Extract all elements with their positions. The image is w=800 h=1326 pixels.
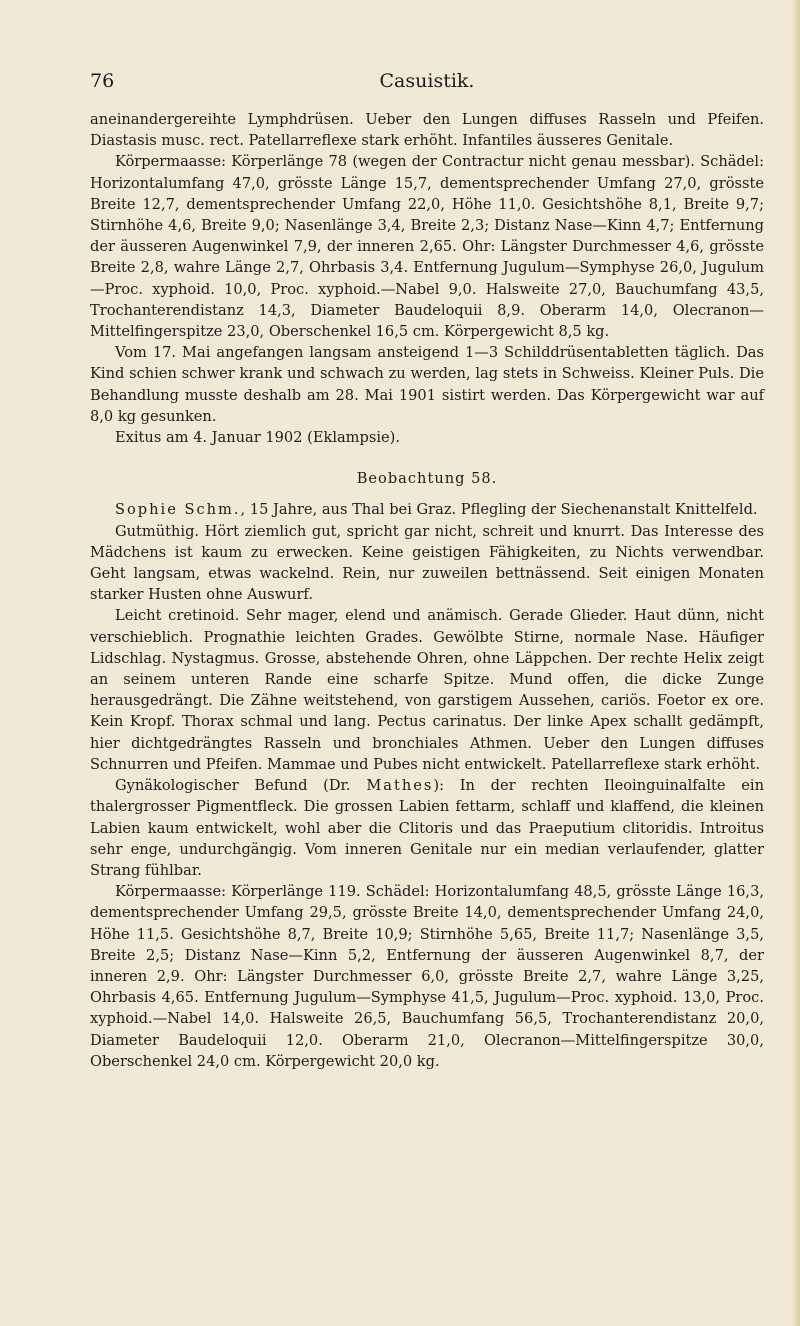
paragraph-text: ): In der rechten Ileoinguinalfalte ein thalergrosser Pigmentfleck. Die grossen Labien fettarm, schlaff und klaffend, die kleinen Labien kaum entwickelt, wohl aber die Clitoris und das Praeputium clitoridis. Introitus sehr enge, undurchgängig. Vom inneren Genitale nur ein median verlaufender, glatter Strang fühlbar.: [90, 777, 764, 879]
book-page: [90, 70, 764, 1072]
page-number: 76: [90, 70, 115, 92]
paragraph: [90, 775, 764, 881]
paragraph: [90, 499, 764, 520]
running-title: Casuistik.: [379, 70, 475, 92]
section-heading: Beobachtung 58.: [356, 470, 498, 488]
paragraph: Exitus am 4. Januar 1902 (Eklampsie).: [115, 429, 400, 447]
paragraph: Körpermaasse: Körperlänge 119. Schädel: Horizontalumfang 48,5, grösste Länge 16,3, dementsprechender Umfang 29,5, grösste Breite 14,0, dementsprechender Umfang 24,0, Höhe 11,5. Gesichtshöhe 8,7, Breite 10,9; Stirnhöhe 5,65, Breite 11,7; Nasenlänge 3,5, Breite 2,5; Distanz Nase—Kinn 5,2, Entfernung der äusseren Augenwinkel 8,7, der inneren 2,9. Ohr: Längster Durchmesser 6,0, grösste Breite 2,7, wahre Länge 3,25, Ohrbasis 4,65. Entfernung Jugulum—Symphyse 41,5, Jugulum—Proc. xyphoid. 13,0, Proc. xyphoid.—Nabel 14,0. Halsweite 26,5, Bauchumfang 56,5, Trochanterendistanz 20,0, Diameter Baudeloquii 12,0. Oberarm 21,0, Olecranon—Mittelfingerspitze 30,0, Oberschenkel 24,0 cm. Körpergewicht 20,0 kg.: [90, 883, 764, 1070]
paragraph: aneinandergereihte Lymphdrüsen. Ueber den Lungen diffuses Rasseln und Pfeifen. Diastasis musc. rect. Patellarreflexe stark erhöht. Infantiles äusseres Genitale.: [90, 111, 764, 150]
body-text: [90, 109, 764, 1072]
page-header: [90, 70, 764, 100]
paragraph-text: Gynäkologischer Befund (Dr.: [115, 777, 367, 795]
page-edge: [792, 0, 800, 1326]
paragraph: Gutmüthig. Hört ziemlich gut, spricht gar nicht, schreit und knurrt. Das Interesse des Mädchens ist kaum zu erwecken. Keine geistigen Fähigkeiten, zu Nichts verwendbar. Geht langsam, etwas wackelnd. Rein, nur zuweilen bettnässend. Seit einigen Monaten starker Husten ohne Auswurf.: [90, 522, 764, 604]
patient-name: Sophie Schm.: [115, 501, 241, 519]
paragraph: Vom 17. Mai angefangen langsam ansteigend 1—3 Schilddrüsentabletten täglich. Das Kind schien schwer krank und schwach zu werden, lag stets in Schweiss. Kleiner Puls. Die Behandlung musste deshalb am 28. Mai 1901 sistirt werden. Das Körpergewicht war auf 8,0 kg gesunken.: [90, 344, 764, 425]
doctor-name: Mathes: [366, 777, 434, 795]
paragraph-text: , 15 Jahre, aus Thal bei Graz. Pflegling der Siechenanstalt Knittelfeld.: [240, 501, 758, 519]
paragraph: Körpermaasse: Körperlänge 78 (wegen der Contractur nicht genau messbar). Schädel: Horizontalumfang 47,0, grösste Länge 15,7, dementsprechender Umfang 27,0, grösste Breite 12,7, dementsprechender Umfang 22,0, Höhe 11,0. Gesichtshöhe 8,1, Breite 9,7; Stirnhöhe 4,6, Breite 9,0; Nasenlänge 3,4, Breite 2,3; Distanz Nase—Kinn 4,7; Entfernung der äusseren Augenwinkel 7,9, der inneren 2,65. Ohr: Längster Durchmesser 4,6, grösste Breite 2,8, wahre Länge 2,7, Ohrbasis 3,4. Entfernung Jugulum—Symphyse 26,0, Jugulum—Proc. xyphoid. 10,0, Proc. xyphoid.—Nabel 9,0. Halsweite 27,0, Bauchumfang 43,5, Trochanterendistanz 14,3, Diameter Baudeloquii 8,9. Oberarm 14,0, Olecranon—Mittelfingerspitze 23,0, Oberschenkel 16,5 cm. Körpergewicht 8,5 kg.: [90, 153, 764, 341]
paragraph: Leicht cretinoid. Sehr mager, elend und anämisch. Gerade Glieder. Haut dünn, nicht verschieblich. Prognathie leichten Grades. Gewölbte Stirne, normale Nase. Häufiger Lidschlag. Nystagmus. Grosse, abstehende Ohren, ohne Läppchen. Der rechte Helix zeigt an seinem unteren Rande eine scharfe Spitze. Mund offen, die dicke Zunge herausgedrängt. Die Zähne weitstehend, von garstigem Aussehen, cariös. Foetor ex ore. Kein Kropf. Thorax schmal und lang. Pectus carinatus. Der linke Apex schallt gedämpft, hier dichtgedrängtes Rasseln und bronchiales Athmen. Ueber den Lungen diffuses Schnurren und Pfeifen. Mammae und Pubes nicht entwickelt. Patellarreflexe stark erhöht.: [90, 607, 764, 773]
